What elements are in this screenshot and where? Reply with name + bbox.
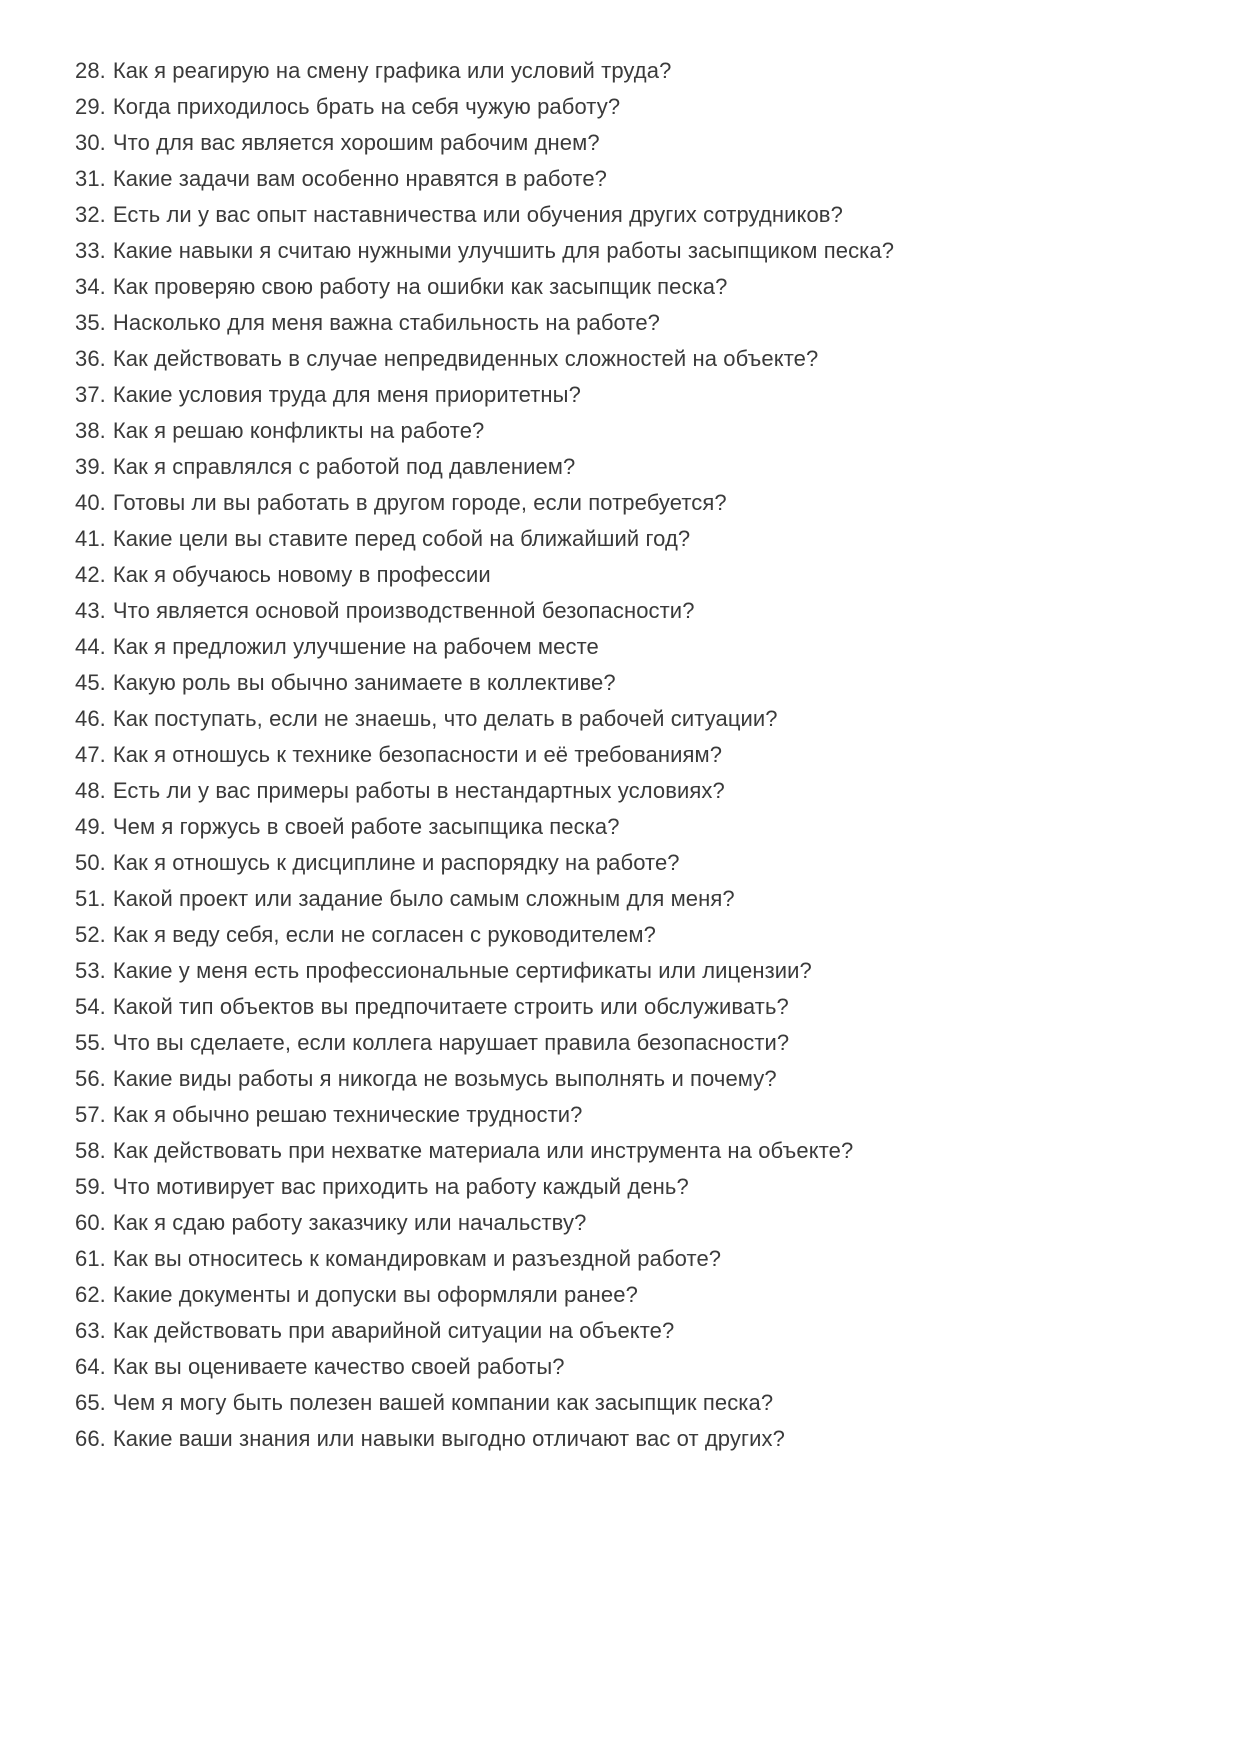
- item-number: 33.: [75, 238, 106, 263]
- item-text: Как я веду себя, если не согласен с руководителем?: [112, 922, 656, 947]
- list-item: [75, 701, 1199, 737]
- item-number: 34.: [75, 274, 106, 299]
- list-item: [75, 917, 1199, 953]
- item-number: 31.: [75, 166, 106, 191]
- item-number: 51.: [75, 886, 106, 911]
- item-text: Как я обучаюсь новому в профессии: [112, 562, 491, 587]
- list-item: [75, 1349, 1199, 1385]
- item-text: Какие цели вы ставите перед собой на ближайший год?: [112, 526, 691, 551]
- list-item: [75, 521, 1199, 557]
- item-number: 61.: [75, 1246, 106, 1271]
- item-number: 59.: [75, 1174, 106, 1199]
- item-text: Как вы относитесь к командировкам и разъездной работе?: [112, 1246, 722, 1271]
- item-number: 53.: [75, 958, 106, 983]
- item-text: Чем я горжусь в своей работе засыпщика песка?: [112, 814, 620, 839]
- list-item: [75, 269, 1199, 305]
- question-list: [75, 53, 1199, 1457]
- item-number: 35.: [75, 310, 106, 335]
- list-item: [75, 881, 1199, 917]
- item-text: Как я отношусь к технике безопасности и её требованиям?: [112, 742, 723, 767]
- list-item: [75, 809, 1199, 845]
- item-number: 50.: [75, 850, 106, 875]
- item-number: 65.: [75, 1390, 106, 1415]
- item-text: Как я решаю конфликты на работе?: [112, 418, 485, 443]
- item-number: 54.: [75, 994, 106, 1019]
- item-number: 56.: [75, 1066, 106, 1091]
- list-item: [75, 1241, 1199, 1277]
- list-item: [75, 485, 1199, 521]
- item-text: Насколько для меня важна стабильность на работе?: [112, 310, 660, 335]
- list-item: [75, 413, 1199, 449]
- item-number: 44.: [75, 634, 106, 659]
- list-item: [75, 125, 1199, 161]
- list-item: [75, 1277, 1199, 1313]
- item-number: 45.: [75, 670, 106, 695]
- item-number: 55.: [75, 1030, 106, 1055]
- item-text: Как действовать при аварийной ситуации на объекте?: [112, 1318, 675, 1343]
- item-number: 47.: [75, 742, 106, 767]
- item-number: 43.: [75, 598, 106, 623]
- list-item: [75, 665, 1199, 701]
- list-item: [75, 1025, 1199, 1061]
- list-item: [75, 1061, 1199, 1097]
- list-item: [75, 1205, 1199, 1241]
- list-item: [75, 953, 1199, 989]
- list-item: [75, 1421, 1199, 1457]
- item-number: 66.: [75, 1426, 106, 1451]
- list-item: [75, 845, 1199, 881]
- item-text: Как поступать, если не знаешь, что делать в рабочей ситуации?: [112, 706, 778, 731]
- list-item: [75, 1133, 1199, 1169]
- list-item: [75, 989, 1199, 1025]
- item-text: Какие документы и допуски вы оформляли ранее?: [112, 1282, 638, 1307]
- item-text: Какой проект или задание было самым сложным для меня?: [112, 886, 735, 911]
- item-number: 29.: [75, 94, 106, 119]
- item-number: 42.: [75, 562, 106, 587]
- list-item: [75, 233, 1199, 269]
- list-item: [75, 161, 1199, 197]
- list-item: [75, 449, 1199, 485]
- item-number: 30.: [75, 130, 106, 155]
- item-number: 32.: [75, 202, 106, 227]
- item-text: Что мотивирует вас приходить на работу каждый день?: [112, 1174, 689, 1199]
- item-number: 38.: [75, 418, 106, 443]
- item-text: Что является основой производственной безопасности?: [112, 598, 695, 623]
- item-text: Какие виды работы я никогда не возьмусь выполнять и почему?: [112, 1066, 777, 1091]
- item-number: 48.: [75, 778, 106, 803]
- item-number: 58.: [75, 1138, 106, 1163]
- item-text: Чем я могу быть полезен вашей компании как засыпщик песка?: [112, 1390, 774, 1415]
- item-number: 28.: [75, 58, 106, 83]
- list-item: [75, 89, 1199, 125]
- item-number: 64.: [75, 1354, 106, 1379]
- item-text: Какой тип объектов вы предпочитаете строить или обслуживать?: [112, 994, 789, 1019]
- list-item: [75, 305, 1199, 341]
- list-item: [75, 1097, 1199, 1133]
- item-text: Как я сдаю работу заказчику или начальству?: [112, 1210, 587, 1235]
- list-item: [75, 341, 1199, 377]
- item-text: Какую роль вы обычно занимаете в коллективе?: [112, 670, 616, 695]
- item-text: Что вы сделаете, если коллега нарушает правила безопасности?: [112, 1030, 790, 1055]
- item-text: Что для вас является хорошим рабочим днем?: [112, 130, 600, 155]
- item-text: Какие навыки я считаю нужными улучшить для работы засыпщиком песка?: [112, 238, 895, 263]
- list-item: [75, 1385, 1199, 1421]
- list-item: [75, 593, 1199, 629]
- item-text: Как я справлялся с работой под давлением?: [112, 454, 576, 479]
- item-number: 52.: [75, 922, 106, 947]
- item-number: 63.: [75, 1318, 106, 1343]
- item-text: Как вы оцениваете качество своей работы?: [112, 1354, 565, 1379]
- item-number: 57.: [75, 1102, 106, 1127]
- item-text: Какие задачи вам особенно нравятся в работе?: [112, 166, 607, 191]
- list-item: [75, 197, 1199, 233]
- item-number: 37.: [75, 382, 106, 407]
- item-text: Как действовать при нехватке материала или инструмента на объекте?: [112, 1138, 854, 1163]
- list-item: [75, 629, 1199, 665]
- item-number: 36.: [75, 346, 106, 371]
- item-text: Как я обычно решаю технические трудности?: [112, 1102, 583, 1127]
- item-text: Какие условия труда для меня приоритетны?: [112, 382, 581, 407]
- item-number: 60.: [75, 1210, 106, 1235]
- item-text: Какие у меня есть профессиональные сертификаты или лицензии?: [112, 958, 812, 983]
- item-text: Когда приходилось брать на себя чужую работу?: [112, 94, 621, 119]
- item-number: 62.: [75, 1282, 106, 1307]
- list-item: [75, 53, 1199, 89]
- item-text: Есть ли у вас опыт наставничества или обучения других сотрудников?: [112, 202, 843, 227]
- list-item: [75, 737, 1199, 773]
- item-number: 39.: [75, 454, 106, 479]
- item-text: Как проверяю свою работу на ошибки как засыпщик песка?: [112, 274, 728, 299]
- item-text: Как я отношусь к дисциплине и распорядку на работе?: [112, 850, 680, 875]
- item-number: 46.: [75, 706, 106, 731]
- list-item: [75, 557, 1199, 593]
- item-number: 41.: [75, 526, 106, 551]
- list-item: [75, 1313, 1199, 1349]
- list-item: [75, 377, 1199, 413]
- item-number: 40.: [75, 490, 106, 515]
- item-text: Есть ли у вас примеры работы в нестандартных условиях?: [112, 778, 725, 803]
- item-text: Как я предложил улучшение на рабочем месте: [112, 634, 599, 659]
- list-item: [75, 773, 1199, 809]
- list-item: [75, 1169, 1199, 1205]
- item-text: Какие ваши знания или навыки выгодно отличают вас от других?: [112, 1426, 785, 1451]
- item-number: 49.: [75, 814, 106, 839]
- item-text: Как я реагирую на смену графика или условий труда?: [112, 58, 672, 83]
- item-text: Готовы ли вы работать в другом городе, если потребуется?: [112, 490, 727, 515]
- item-text: Как действовать в случае непредвиденных сложностей на объекте?: [112, 346, 819, 371]
